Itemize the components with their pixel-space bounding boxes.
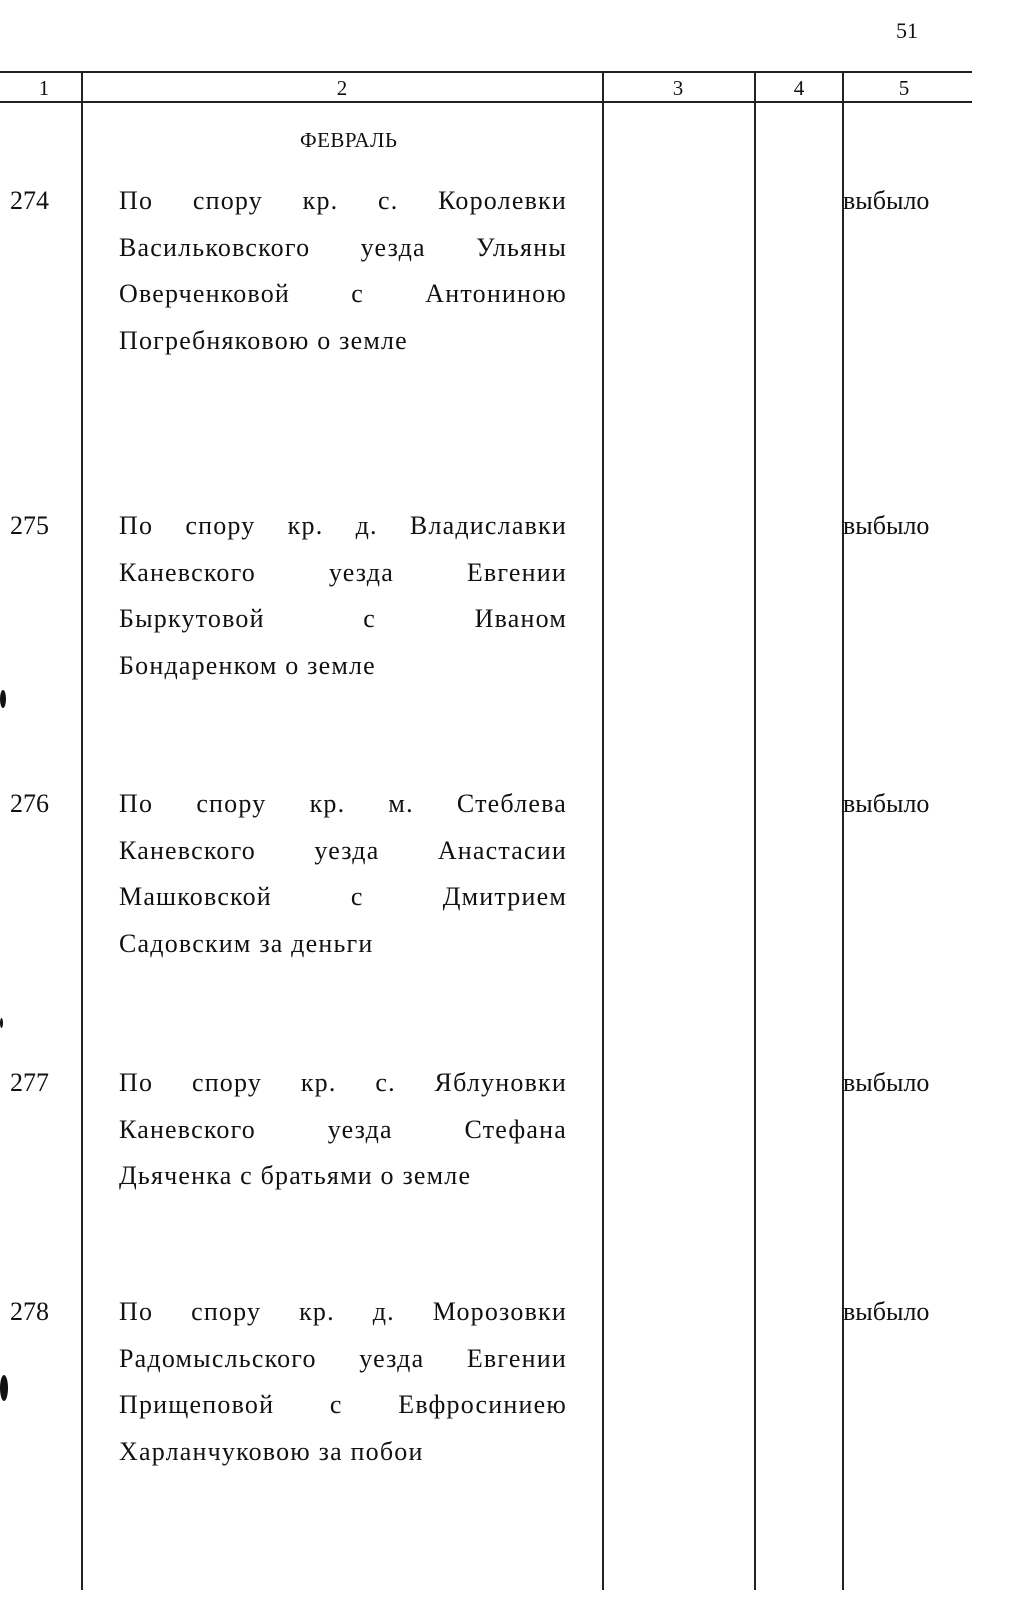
row-description	[119, 1297, 567, 1483]
description-line: Дьяченка с братьями о земле	[119, 1161, 472, 1190]
description-line: Радомысльского уезда Евгении	[119, 1343, 567, 1373]
row-number: 278	[10, 1297, 49, 1326]
column-header-1: 1	[38, 76, 50, 100]
row-number: 274	[10, 186, 49, 215]
column-divider-2	[602, 72, 604, 1590]
row-status: выбыло	[843, 789, 930, 818]
header-bottom-border	[0, 101, 972, 103]
row-status: выбыло	[843, 1297, 930, 1326]
row-number: 276	[10, 789, 49, 818]
description-line: Каневского уезда Евгении	[119, 557, 567, 587]
description-line: Бондаренком о земле	[119, 650, 376, 680]
scan-blot	[0, 690, 6, 708]
month-heading: ФЕВРАЛЬ	[300, 128, 398, 152]
row-status: выбыло	[843, 1068, 930, 1097]
description-line: По спору кр. д. Владиславки	[119, 511, 567, 540]
row-description	[119, 1068, 567, 1208]
column-header-2: 2	[336, 76, 348, 100]
column-divider-4	[842, 72, 844, 1590]
column-divider-1	[81, 72, 83, 1590]
scan-blot	[0, 1375, 8, 1401]
description-line: Харланчуковою за побои	[119, 1436, 424, 1466]
table-top-border	[0, 71, 972, 73]
description-line: Садовским за деньги	[119, 928, 374, 958]
row-description	[119, 186, 567, 372]
column-header-5: 5	[898, 76, 910, 100]
description-line: Оверченковой с Антониною	[119, 279, 567, 308]
description-line: Быркутовой с Иваном	[119, 604, 567, 633]
description-line: Машковской с Дмитрием	[119, 882, 567, 911]
row-status: выбыло	[843, 511, 930, 540]
description-line: Погребняковою о земле	[119, 325, 408, 355]
description-line: По спору кр. с. Королевки	[119, 186, 567, 215]
description-line: Каневского уезда Стефана	[119, 1114, 567, 1144]
column-header-3: 3	[672, 76, 684, 100]
row-description	[119, 789, 567, 975]
description-line: По спору кр. м. Стеблева	[119, 789, 567, 818]
description-line: Васильковского уезда Ульяны	[119, 232, 567, 262]
scan-blot	[0, 1018, 3, 1028]
column-header-4: 4	[793, 76, 805, 100]
description-line: Прищеповой с Евфросиниею	[119, 1390, 567, 1419]
row-number: 277	[10, 1068, 49, 1097]
row-number: 275	[10, 511, 49, 540]
row-status: выбыло	[843, 186, 930, 215]
description-line: По спору кр. с. Яблуновки	[119, 1068, 567, 1097]
description-line: По спору кр. д. Морозовки	[119, 1297, 567, 1326]
row-description	[119, 511, 567, 697]
page-number: 51	[896, 18, 918, 43]
column-divider-3	[754, 72, 756, 1590]
description-line: Каневского уезда Анастасии	[119, 835, 567, 865]
